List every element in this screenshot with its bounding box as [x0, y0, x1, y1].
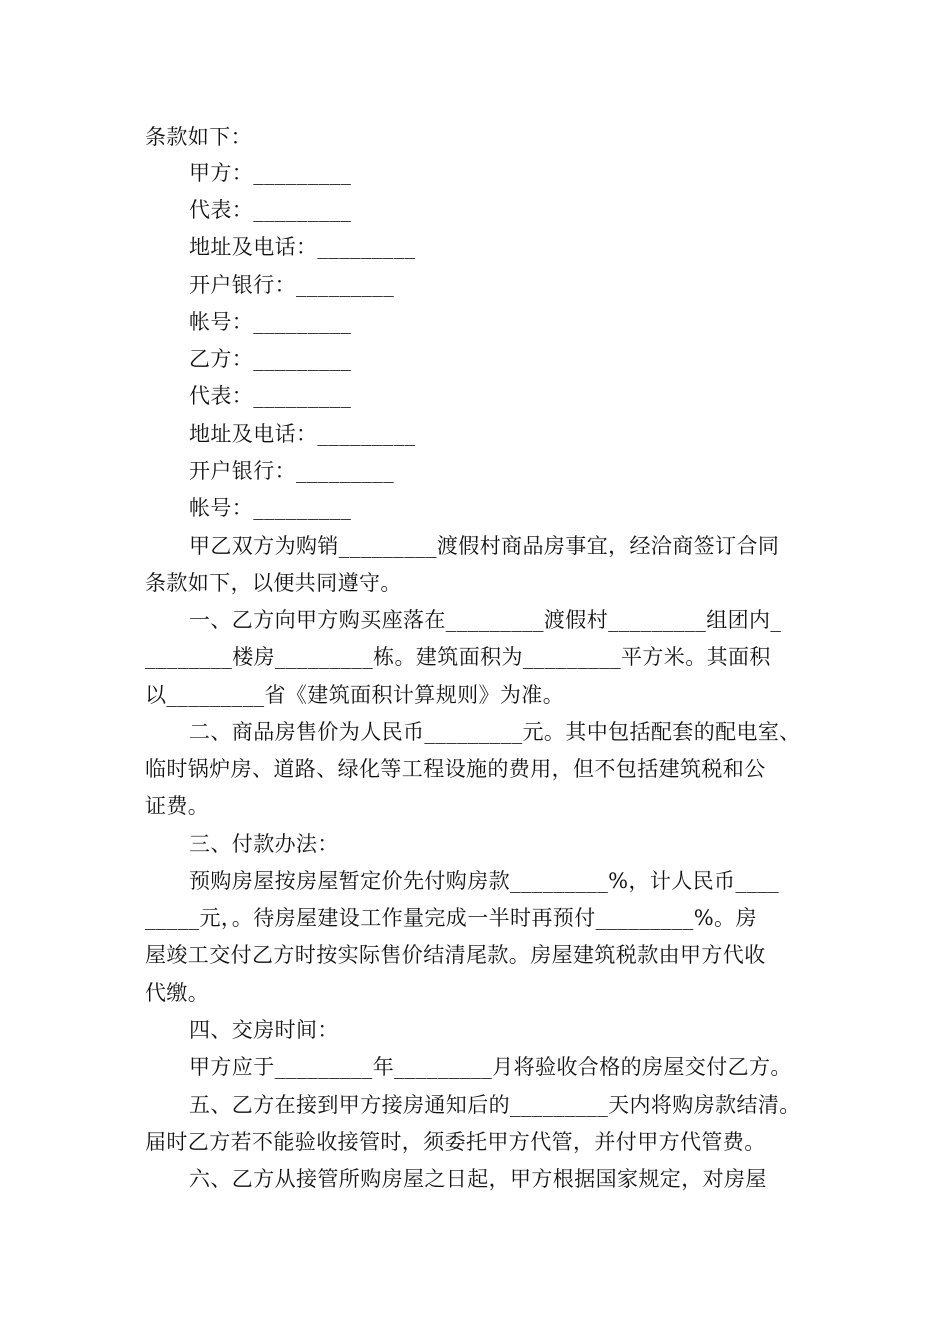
text-line: 五、乙方在接到甲方接房通知后的_________天内将购房款结清。: [189, 1093, 801, 1117]
text-line: 甲方：_________: [189, 161, 352, 185]
text-line: 预购房屋按房屋暂定价先付购房款_________%，计人民币____: [189, 869, 780, 893]
text-line: 乙方：_________: [189, 347, 352, 371]
text-line: 代缴。: [145, 981, 210, 1005]
text-line: 甲乙双方为购销_________渡假村商品房事宜，经洽商签订合同: [189, 534, 780, 558]
text-line: 代表：_________: [189, 384, 352, 408]
text-line: 甲方应于_________年_________月将验收合格的房屋交付乙方。: [189, 1055, 792, 1079]
text-line: 临时锅炉房、道路、绿化等工程设施的费用，但不包括建筑税和公: [145, 757, 766, 781]
text-line: 届时乙方若不能验收接管时，须委托甲方代管，并付甲方代管费。: [145, 1130, 766, 1154]
text-line: ________楼房_________栋。建筑面积为_________平方米。其面积: [145, 645, 771, 669]
text-line: 地址及电话：_________: [189, 422, 416, 446]
text-line: 以_________省《建筑面积计算规则》为准。: [145, 683, 565, 707]
text-line: 六、乙方从接管所购房屋之日起，甲方根据国家规定，对房屋: [189, 1167, 767, 1191]
text-line: 条款如下：: [145, 125, 252, 149]
text-line: 屋竣工交付乙方时按实际售价结清尾款。房屋建筑税款由甲方代收: [145, 943, 766, 967]
text-line: 帐号：_________: [189, 310, 352, 334]
text-line: 二、商品房售价为人民币_________元。其中包括配套的配电室、: [189, 720, 801, 744]
text-line: 帐号：_________: [189, 496, 352, 520]
text-line: 证费。: [145, 794, 210, 818]
text-line: _____元，。待房屋建设工作量完成一半时再预付_________%。房: [145, 906, 757, 930]
text-line: 开户银行：_________: [189, 273, 395, 297]
text-line: 条款如下，以便共同遵守。: [145, 571, 402, 595]
text-line: 地址及电话：_________: [189, 235, 416, 259]
text-line: 一、乙方向甲方购买座落在_________渡假村_________组团内_: [189, 608, 782, 632]
text-line: 开户银行：_________: [189, 459, 395, 483]
text-line: 三、付款办法：: [189, 832, 339, 856]
text-line: 四、交房时间：: [189, 1018, 339, 1042]
text-line: 代表：_________: [189, 198, 352, 222]
